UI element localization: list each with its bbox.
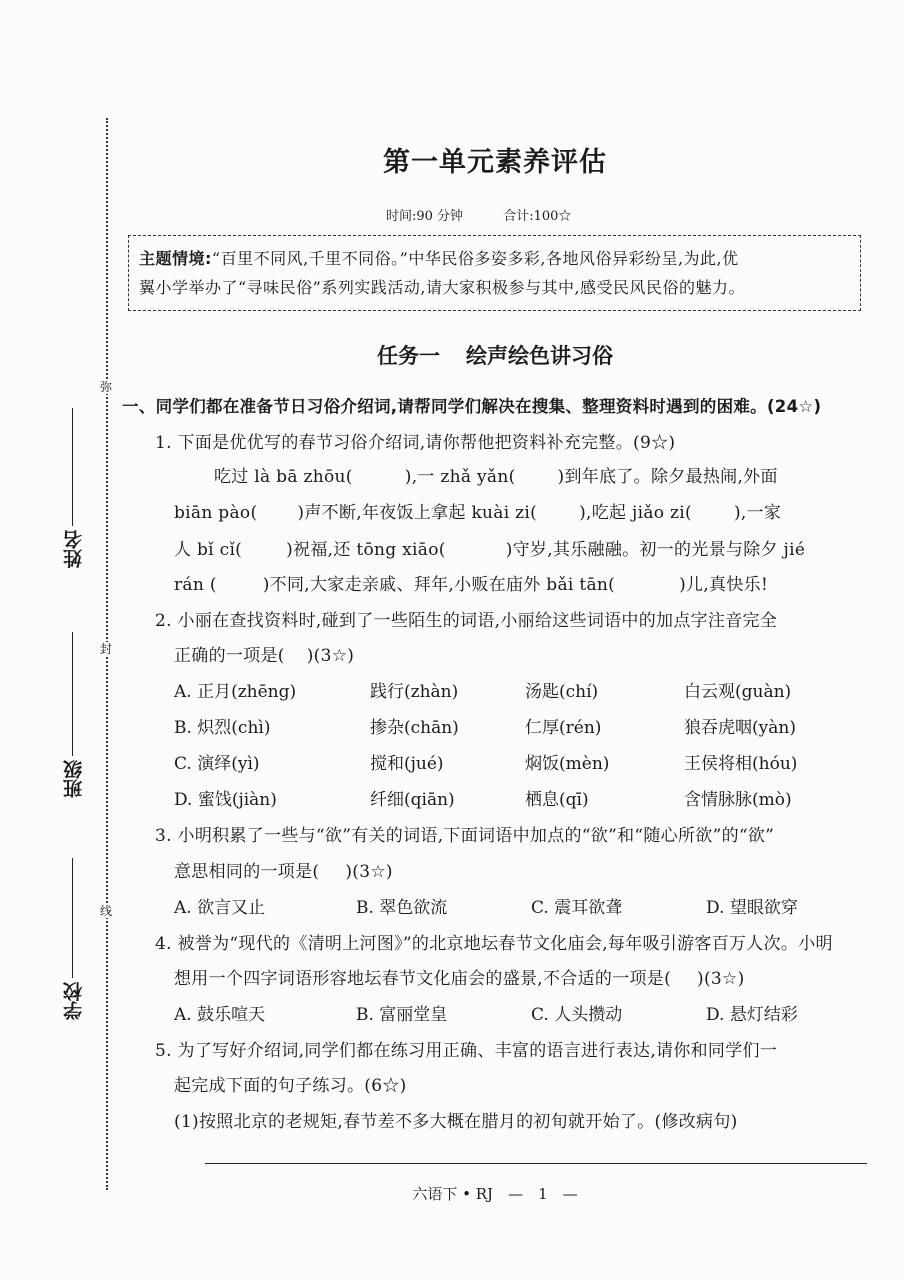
q1-line-1: 吃过 là bā zhōu( )‚一 zhǎ yǎn( )到年底了。除夕最热闹,外面	[214, 467, 778, 487]
binding-char-feng: 封	[100, 642, 113, 656]
name-field[interactable]	[60, 408, 86, 588]
total-score: 合计:100☆	[503, 209, 572, 224]
q4-stem-1: 4. 被誉为“现代的《清明上河图》”的北京地坛春节文化庙会,每年吸引游客百万人次。小明	[155, 934, 833, 954]
class-label: 班级	[63, 760, 85, 798]
q5-sub-1: (1)按照北京的老规矩,春节差不多大概在腊月的初旬就开始了。(修改病句)	[174, 1112, 738, 1132]
class-field[interactable]	[60, 632, 86, 832]
school-label: 学校	[63, 982, 85, 1020]
name-label: 姓名	[63, 530, 85, 568]
class-blank[interactable]	[72, 632, 73, 756]
page-title: 第一单元素养评估	[383, 147, 607, 178]
task-title	[0, 340, 905, 370]
name-blank[interactable]	[72, 408, 73, 526]
q2-stem-1: 2. 小丽在查找资料时,碰到了一些陌生的词语,小丽给这些词语中的加点字注音完全	[155, 611, 778, 631]
theme-box	[128, 235, 861, 311]
time-limit: 时间:90 分钟	[386, 209, 464, 224]
binding-char-mi: 弥	[100, 380, 113, 394]
answer-line[interactable]	[205, 1163, 867, 1164]
q1-stem: 1. 下面是优优写的春节习俗介绍词,请你帮他把资料补充完整。(9☆)	[155, 433, 676, 453]
binding-char-xian: 线	[100, 904, 113, 918]
q5-stem-2: 起完成下面的句子练习。(6☆)	[174, 1076, 407, 1096]
q2-stem-2: 正确的一项是( )(3☆)	[174, 646, 355, 666]
q1-line-4: rán ( )不同,大家走亲戚、拜年,小贩在庙外 bǎi tān( )儿,真快乐!	[174, 575, 769, 595]
school-field[interactable]	[60, 858, 86, 1028]
task-number: 任务一	[377, 344, 440, 368]
school-blank[interactable]	[72, 858, 73, 978]
q4-stem-2: 想用一个四字词语形容地坛春节文化庙会的盛景,不合适的一项是( )(3☆)	[174, 969, 745, 989]
q5-stem-1: 5. 为了写好介绍词,同学们都在练习用正确、丰富的语言进行表达,请你和同学们一	[155, 1041, 778, 1061]
q1-line-2: biān pào( )声不断,年夜饭上拿起 kuài zi( ),吃起 jiǎo zi( ),一家	[174, 503, 782, 523]
q2-opt: A. 正月(zhēng)	[174, 682, 297, 702]
section-1-title: 一、同学们都在准备节日习俗介绍词,请帮同学们解决在搜集、整理资料时遇到的困难。(24☆)	[122, 397, 822, 416]
q3-stem-1: 3. 小明积累了一些与“欲”有关的词语,下面词语中加点的“欲”和“随心所欲”的“欲”	[155, 826, 775, 846]
q3-stem-2: 意思相同的一项是( )(3☆)	[174, 862, 393, 882]
q1-line-3: 人 bǐ cǐ( )祝福,还 tōng xiāo( )守岁,其乐融融。初一的光景与除夕 jié	[174, 540, 806, 560]
task-name: 绘声绘色讲习俗	[466, 344, 613, 368]
theme-line-2: 翼小学举办了“寻味民俗”系列实践活动,请大家积极参与其中,感受民风民俗的魅力。	[139, 278, 746, 297]
page-footer: 六语下 • RJ — 1 —	[412, 1185, 578, 1203]
exam-meta	[386, 205, 607, 224]
theme-label: 主题情境:	[139, 249, 212, 268]
theme-line-1: 主题情境:“百里不同风,千里不同俗。”中华民俗多姿多彩,各地风俗异彩纷呈,为此,优	[139, 249, 739, 268]
